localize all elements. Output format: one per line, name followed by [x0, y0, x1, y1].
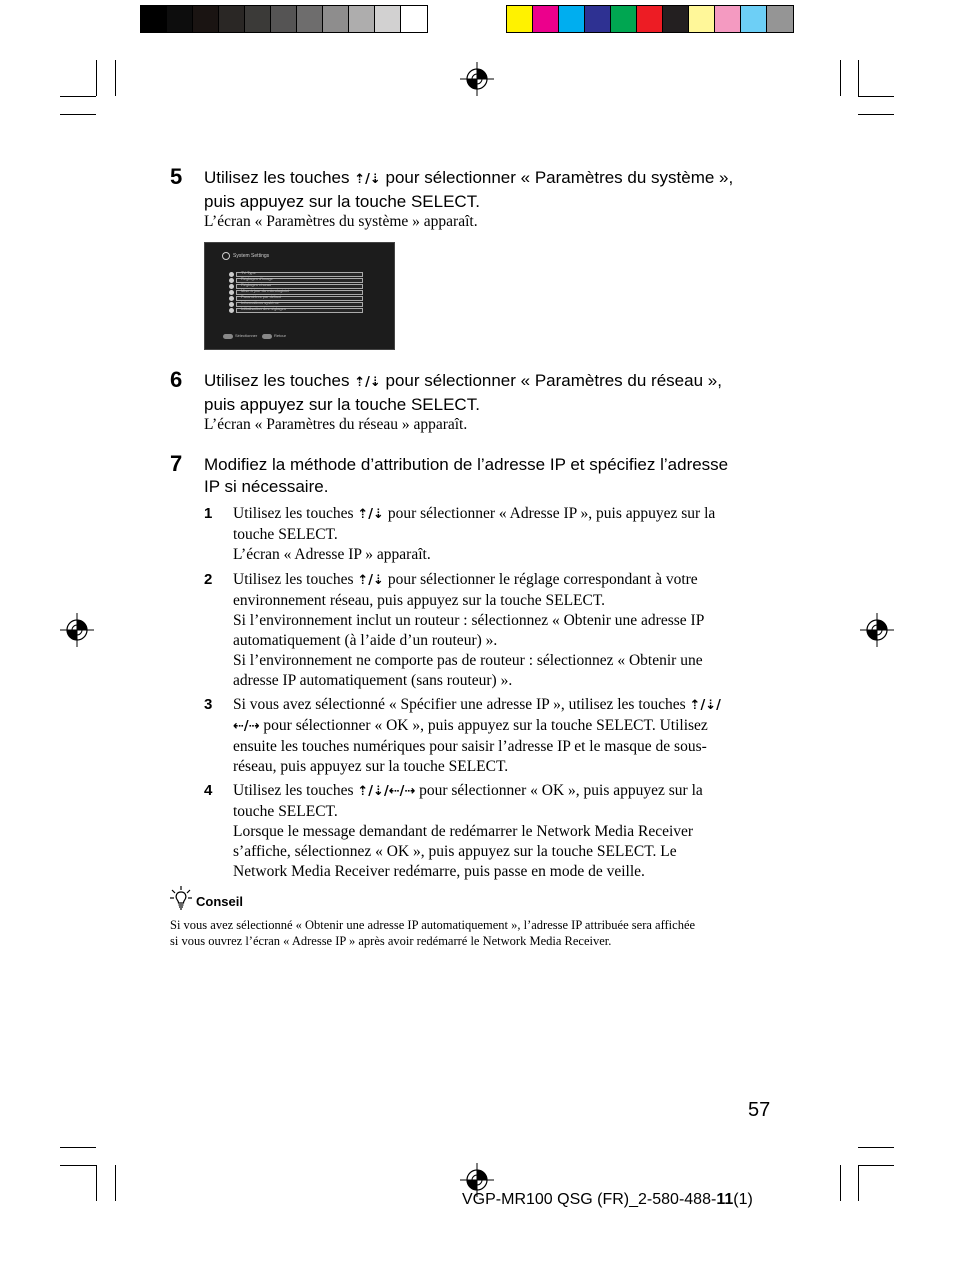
substep-line: Network Media Receiver redémarre, puis passe en mode de veille.	[233, 863, 645, 880]
substep-line: touche SELECT.	[233, 803, 338, 820]
step-heading-text: puis appuyez sur la touche SELECT.	[204, 395, 480, 414]
gray-swatch	[349, 6, 375, 32]
color-swatch	[663, 6, 689, 32]
crop-mark	[115, 60, 116, 96]
substep-line: ensuite les touches numériques pour saisir l’adresse IP et le masque de sous-	[233, 738, 707, 755]
gray-swatch	[219, 6, 245, 32]
crop-mark	[858, 1165, 894, 1166]
lightbulb-icon	[170, 886, 192, 910]
step-heading-text: pour sélectionner « Paramètres du réseau »,	[380, 371, 722, 390]
crop-mark	[858, 96, 894, 97]
color-calibration-bar	[506, 5, 794, 33]
tip-text	[170, 917, 780, 949]
step-heading-text: puis appuyez sur la touche SELECT.	[204, 192, 480, 211]
up-down-arrows-icon: ⇡/⇣	[354, 375, 381, 390]
registration-mark-icon	[460, 62, 494, 96]
settings-icon	[222, 252, 230, 260]
menu-item-icon	[229, 290, 234, 295]
crop-mark	[96, 60, 97, 96]
return-button-icon	[262, 334, 272, 339]
step-result: L’écran « Paramètres du réseau » apparaît.	[204, 416, 468, 433]
tip-line: si vous ouvrez l’écran « Adresse IP » après avoir redémarré le Network Media Receiver.	[170, 934, 612, 948]
four-arrows-icon: ⇡/⇣/⇠/⇢	[357, 784, 416, 799]
tip-label: Conseil	[196, 894, 243, 909]
up-down-arrows-icon: ⇡/⇣/	[689, 698, 721, 713]
menu-item-icon	[229, 302, 234, 307]
menu-item-label: Initialisation des réglages	[241, 306, 286, 311]
crop-mark	[858, 60, 859, 96]
substep-line: pour sélectionner « OK », puis appuyez sur la	[415, 782, 703, 799]
menu-item-label: Informations système	[241, 300, 280, 305]
screen-footer-right: Retour	[274, 333, 287, 338]
substep-line: touche SELECT.	[233, 526, 338, 543]
color-swatch	[767, 6, 793, 32]
system-settings-screen	[204, 242, 395, 350]
substep-line: Si vous avez sélectionné « Spécifier une adresse IP », utilisez les touches	[233, 696, 690, 713]
color-swatch	[637, 6, 663, 32]
crop-mark	[60, 114, 96, 115]
tip-line: Si vous avez sélectionné « Obtenir une adresse IP automatiquement », l’adresse IP attribuée sera affichée	[170, 918, 696, 932]
gray-swatch	[141, 6, 167, 32]
screen-menu-item	[236, 308, 363, 313]
substep-text	[233, 570, 793, 691]
color-swatch	[715, 6, 741, 32]
crop-mark	[115, 1165, 116, 1201]
step-number: 6	[170, 367, 183, 392]
color-swatch	[533, 6, 559, 32]
gray-swatch	[297, 6, 323, 32]
substep-line: réseau, puis appuyez sur la touche SELECT.	[233, 758, 509, 775]
menu-item-label: Paramètres par défaut	[241, 294, 281, 299]
substep-line: L’écran « Adresse IP » apparaît.	[233, 546, 431, 563]
substep-line: Utilisez les touches	[233, 505, 358, 522]
substep-line: Utilisez les touches	[233, 571, 358, 588]
color-swatch	[741, 6, 767, 32]
step-heading	[204, 370, 784, 416]
substep-number: 4	[204, 782, 213, 799]
gray-swatch	[167, 6, 193, 32]
menu-item-label: Réglages réseau	[241, 282, 272, 287]
gray-swatch	[245, 6, 271, 32]
document-code-bold: 11	[716, 1191, 734, 1208]
menu-item-icon	[229, 284, 234, 289]
step-number: 7	[170, 451, 183, 476]
substep-line: s’affiche, sélectionnez « OK », puis appuyez sur la touche SELECT. Le	[233, 843, 677, 860]
crop-mark	[840, 1165, 841, 1201]
document-code-text: (1)	[733, 1191, 753, 1208]
step-heading-text: pour sélectionner « Paramètres du système »,	[380, 168, 734, 187]
gray-swatch	[271, 6, 297, 32]
menu-item-label: Réglages d'image	[241, 276, 273, 281]
up-down-arrows-icon: ⇡/⇣	[357, 573, 384, 588]
select-button-icon	[223, 334, 233, 339]
substep-text	[233, 504, 793, 565]
color-swatch	[559, 6, 585, 32]
crop-mark	[840, 60, 841, 96]
crop-mark	[858, 1165, 859, 1201]
up-down-arrows-icon: ⇡/⇣	[357, 507, 384, 522]
substep-line: environnement réseau, puis appuyez sur la touche SELECT.	[233, 592, 606, 609]
gray-calibration-bar	[140, 5, 428, 33]
up-down-arrows-icon: ⇡/⇣	[354, 172, 381, 187]
substep-line: pour sélectionner « Adresse IP », puis appuyez sur la	[383, 505, 716, 522]
substep-line: Utilisez les touches	[233, 782, 358, 799]
substep-number: 3	[204, 696, 213, 713]
substep-number: 2	[204, 571, 213, 588]
substep-line: pour sélectionner « OK », puis appuyez sur la touche SELECT. Utilisez	[259, 717, 708, 734]
menu-item-label: Mise à jour du micrologiciel	[241, 288, 290, 293]
menu-item-label: TV Type	[241, 270, 256, 275]
crop-mark	[96, 1165, 97, 1201]
substep-line: automatiquement (à l’aide d’un routeur) ».	[233, 632, 498, 649]
substep-line: Si l’environnement ne comporte pas de routeur : sélectionnez « Obtenir une	[233, 652, 703, 669]
crop-mark	[858, 1147, 894, 1148]
color-swatch	[507, 6, 533, 32]
crop-mark	[60, 1165, 96, 1166]
gray-swatch	[375, 6, 401, 32]
step-number: 5	[170, 164, 183, 189]
page-number: 57	[748, 1099, 771, 1121]
substep-line: adresse IP automatiquement (sans routeur) ».	[233, 672, 513, 689]
substep-line: Si l’environnement inclut un routeur : sélectionnez « Obtenir une adresse IP	[233, 612, 705, 629]
menu-item-icon	[229, 296, 234, 301]
step-heading	[204, 454, 784, 498]
step-result: L’écran « Paramètres du système » apparaît.	[204, 213, 478, 230]
color-swatch	[585, 6, 611, 32]
step-heading-text: Utilisez les touches	[204, 168, 355, 187]
document-code	[462, 1191, 753, 1209]
screen-title: System Settings	[233, 253, 270, 259]
gray-swatch	[401, 6, 427, 32]
left-right-arrows-icon: ⇠/⇢	[233, 719, 260, 734]
registration-mark-icon	[860, 613, 894, 647]
gray-swatch	[193, 6, 219, 32]
step-heading-text: Utilisez les touches	[204, 371, 355, 390]
substep-number: 1	[204, 505, 213, 522]
menu-item-icon	[229, 308, 234, 313]
color-swatch	[611, 6, 637, 32]
substep-text	[233, 781, 793, 882]
substep-line: pour sélectionner le réglage correspondant à votre	[383, 571, 698, 588]
substep-line: Lorsque le message demandant de redémarrer le Network Media Receiver	[233, 823, 694, 840]
step-heading-text: IP si nécessaire.	[204, 477, 329, 496]
color-swatch	[689, 6, 715, 32]
menu-item-icon	[229, 272, 234, 277]
crop-mark	[858, 114, 894, 115]
document-code-text: VGP-MR100 QSG (FR)_2-580-488-	[462, 1191, 717, 1208]
step-heading	[204, 167, 784, 213]
substep-text	[233, 695, 778, 777]
registration-mark-icon	[60, 613, 94, 647]
gray-swatch	[323, 6, 349, 32]
menu-item-icon	[229, 278, 234, 283]
screen-footer-left: Sélectionner	[235, 333, 258, 338]
crop-mark	[60, 96, 96, 97]
crop-mark	[60, 1147, 96, 1148]
step-heading-text: Modifiez la méthode d’attribution de l’adresse IP et spécifiez l’adresse	[204, 455, 729, 474]
